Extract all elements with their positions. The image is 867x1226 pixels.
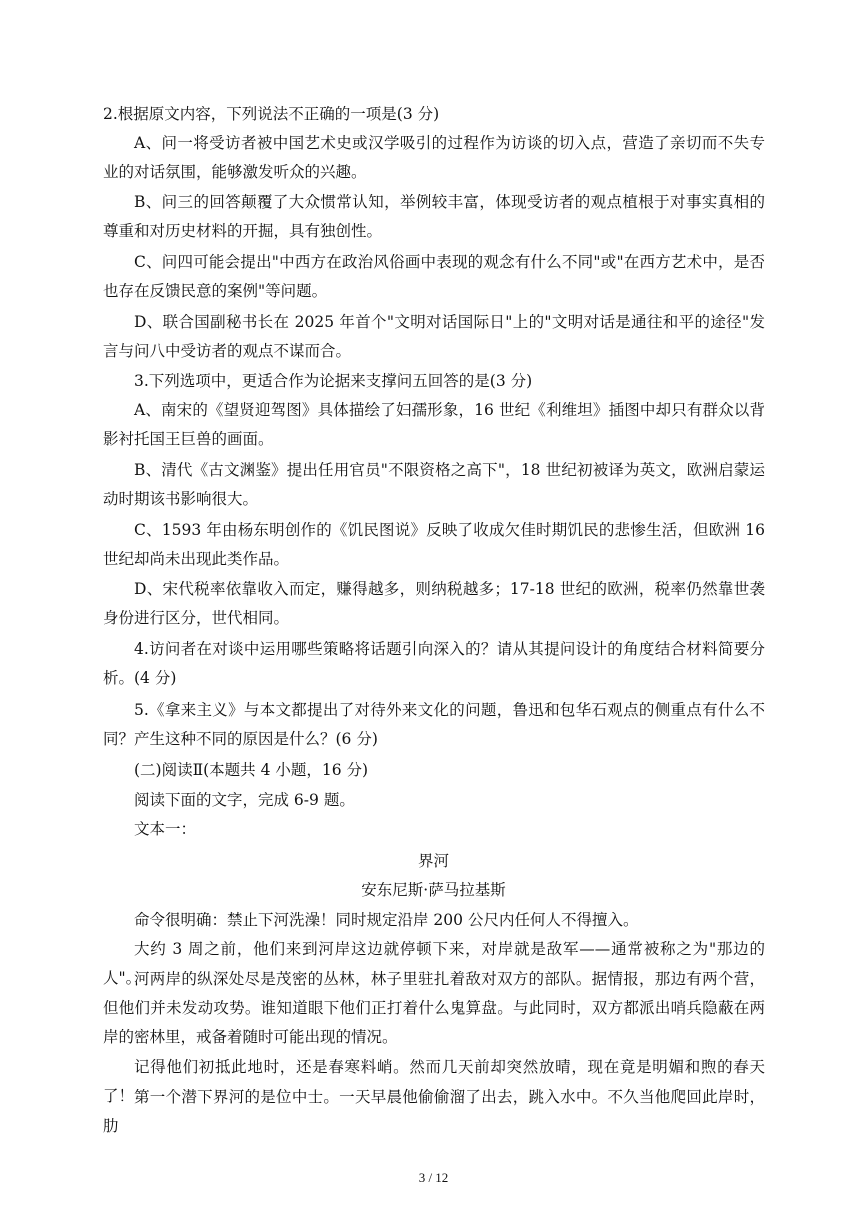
reading-instruction: 阅读下面的文字，完成 6-9 题。 [134, 791, 355, 809]
q2-option-b: B、问三的回答颠覆了大众惯常认知，举例较丰富，体现受访者的观点植根于对事实真相的尊重和对历史材料的开掘，具有独创性。 [103, 193, 765, 240]
story-paragraph: 河两岸的纵深处尽是茂密的丛林，林子里驻扎着敌对双方的部队。据情报，那边有两个营，但他们并未发动攻势。谁知道眼下他们正打着什么鬼算盘。与此同时，双方都派出哨兵隐蔽在两岸的密林里，戒备着随时可能出现的情况。 [103, 970, 765, 1046]
text-label: 文本一： [134, 820, 197, 838]
q2-option-d: D、联合国副秘书长在 2025 年首个"文明对话国际日"上的"文明对话是通往和平的途径"发言与问八中受访者的观点不谋而合。 [103, 313, 765, 360]
q3-option-d: D、宋代税率依靠收入而定，赚得越多，则纳税越多；17-18 世纪的欧洲，税率仍然靠世袭身份进行区分，世代相同。 [103, 580, 765, 627]
story-paragraph: 大约 3 周之前，他们来到河岸这边就停顿下来，对岸就是敌军——通常被称之为"那边的人"。 [103, 940, 765, 987]
q3-option-c: C、1593 年由杨东明创作的《饥民图说》反映了收成欠佳时期饥民的悲惨生活，但欧洲 16 世纪却尚未出现此类作品。 [103, 521, 765, 568]
q3-stem: 3.下列选项中，更适合作为论据来支撑问五回答的是(3 分) [134, 372, 533, 390]
story-title: 界河 [417, 852, 449, 870]
story-paragraph: 第一个潜下界河的是位中士。一天早晨他偷偷溜了出去，跳入水中。不久当他爬回此岸时，肋 [103, 1088, 765, 1135]
story-author: 安东尼斯·萨马拉基斯 [361, 881, 506, 899]
page-number: 3 / 12 [418, 1170, 449, 1185]
q4-question: 4.访问者在对谈中运用哪些策略将话题引向深入的？请从其提问设计的角度结合材料简要分析。(4 分) [103, 640, 765, 687]
q3-option-b: B、清代《古文渊鉴》提出任用官员"不限资格之高下"，18 世纪初被译为英文，欧洲启蒙运动时期该书影响很大。 [103, 461, 765, 508]
q5-question: 5.《拿来主义》与本文都提出了对待外来文化的问题，鲁迅和包华石观点的侧重点有什么不同？产生这种不同的原因是什么？(6 分) [103, 701, 765, 748]
q2-stem: 2.根据原文内容，下列说法不正确的一项是(3 分) [103, 105, 440, 123]
story-paragraph: 记得他们初抵此地时，还是春寒料峭。然而几天前却突然放晴，现在竟是明媚和煦的春天了！ [103, 1058, 765, 1105]
q2-option-a: A、问一将受访者被中国艺术史或汉学吸引的过程作为访谈的切入点，营造了亲切而不失专业的对话氛围，能够激发听众的兴趣。 [103, 134, 765, 181]
story-paragraph: 命令很明确：禁止下河洗澡！同时规定沿岸 200 公尺内任何人不得擅入。 [134, 911, 639, 929]
section-heading: (二)阅读Ⅱ(本题共 4 小题，16 分) [134, 761, 369, 779]
q3-option-a: A、南宋的《望贤迎驾图》具体描绘了妇孺形象，16 世纪《利维坦》插图中却只有群众以背影衬托国王巨兽的画面。 [103, 401, 765, 448]
q2-option-c: C、问四可能会提出"中西方在政治风俗画中表现的观念有什么不同"或"在西方艺术中，是否也存在反馈民意的案例"等问题。 [103, 253, 765, 300]
